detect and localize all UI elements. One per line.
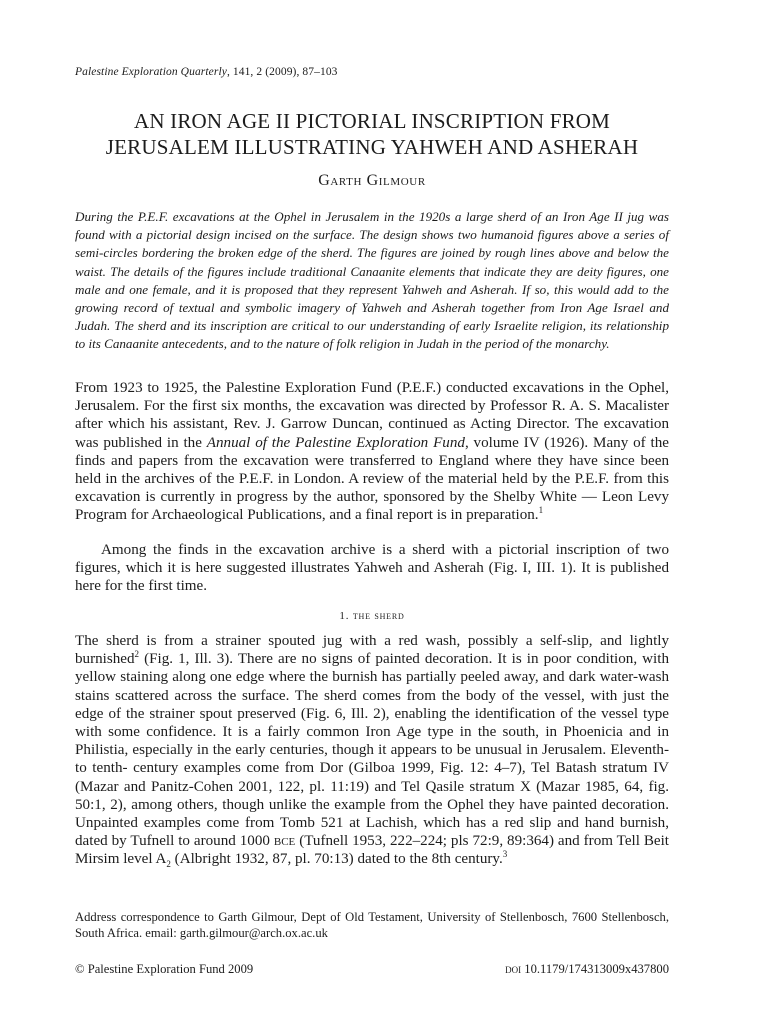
title-line-2: JERUSALEM ILLUSTRATING YAHWEH AND ASHERAH <box>105 135 639 159</box>
section-heading: 1. the sherd <box>339 610 405 622</box>
copyright-notice: © Palestine Exploration Fund 2009 <box>75 962 254 976</box>
footnote-ref-3[interactable]: 3 <box>502 849 508 860</box>
level-subscript: 2 <box>166 859 171 870</box>
footnote-ref-1[interactable]: 1 <box>538 505 544 516</box>
paragraph-1-text-a: From 1923 to 1925, the Palestine Exploration Fund (P.E.F.) conducted excavations in the Ophel, Jerusalem. For the first six months, the excavation was directed by Professor R. A. S. Macalister after which his assistant, Rev. J. Garrow Duncan, continued as Acting Director. The excavation was published in the <box>75 380 669 451</box>
footnote-ref-2[interactable]: 2 <box>134 649 140 660</box>
paragraph-2: Among the finds in the excavation archive is a sherd with a pictorial inscription of two figures, which it is here suggested illustrates Yahweh and Asherah (Fig. I, III. 1). It is published here for the first time. <box>75 542 669 595</box>
journal-issue: , 141, 2 (2009), 87–103 <box>226 66 338 78</box>
paragraph-3 <box>75 632 669 869</box>
correspondence-address: Address correspondence to Garth Gilmour, Dept of Old Testament, University of Stellenbosch, 7600 Stellenbosch, South Africa. email: garth.gilmour@arch.ox.ac.uk <box>75 910 669 941</box>
annual-title: Annual of the Palestine Exploration Fund <box>206 434 465 451</box>
doi-reference <box>505 962 669 977</box>
paragraph-3-text-d: (Albright 1932, 87, pl. 70:13) dated to the 8th century. <box>170 851 503 868</box>
bce-label: bce <box>273 833 296 850</box>
page <box>75 0 669 1024</box>
journal-name: Palestine Exploration Quarterly <box>75 66 227 78</box>
paragraph-3-text-c: (Tufnell 1953, 222–224; pls 72:9, 89:364) and from Tell Beit Mirsim level A <box>75 833 669 868</box>
doi-value[interactable]: 10.1179/174313009x437800 <box>521 962 669 976</box>
paragraph-1 <box>75 379 669 525</box>
author-name: Garth Gilmour <box>318 172 426 189</box>
page-footer <box>75 962 669 977</box>
article-title <box>75 108 669 160</box>
journal-citation <box>75 66 338 78</box>
paragraph-3-text-b: (Fig. 1, Ill. 3). There are no signs of painted decoration. It is in poor condition, with yellow staining along one edge where the burnish has partially peeled away, and dark water-wash stains scattered across the surface. The sherd comes from the body of the vessel, with just the edge of the strainer spout preserved (Fig. 6, Ill. 2), enabling the identification of the vessel type with some confidence. It is a fairly common Iron Age type in the south, in Phoenicia and in Philistia, especially in the early centuries, though it appears to be unusual in Jerusalem. Eleventh- to tenth- century examples come from Dor (Gilboa 1999, Fig. 12: 4–7), Tel Batash stratum IV (Mazar and Panitz-Cohen 2001, 122, pl. 11:19) and Tel Qasile stratum X (Mazar 1985, 64, fig. 50:1, 2), among others, though unlike the example from the Ophel they have painted decoration. Unpainted examples come from Tomb 521 at Lachish, which has a red slip and hand burnish, dated by Tufnell to around 1000 <box>75 651 669 850</box>
doi-prefix: doi <box>505 962 522 976</box>
title-line-1: AN IRON AGE II PICTORIAL INSCRIPTION FROM <box>133 109 611 133</box>
paragraph-3-text-a: The sherd is from a strainer spouted jug with a red wash, possibly a self-slip, and lightly burnished <box>75 633 669 668</box>
abstract: During the P.E.F. excavations at the Ophel in Jerusalem in the 1920s a large sherd of an Iron Age II jug was found with a pictorial design incised on the surface. The design shows two humanoid figures above a series of semi-circles bordering the broken edge of the sherd. The figures are joined by rough lines above and below the waist. The details of the figures include traditional Canaanite elements that indicate they are deity figures, one male and one female, and it is proposed that they represent Yahweh and Asherah. If so, this would add to the growing record of textual and symbolic imagery of Yahweh and Asherah together from Iron Age Israel and Judah. The sherd and its inscription are critical to our understanding of early Israelite religion, its relationship to its Canaanite antecedents, and to the nature of folk religion in Judah in the period of the monarchy. <box>75 209 669 352</box>
paragraph-1-text-b: , volume IV (1926). Many of the finds and papers from the excavation were transferred to England where they have since been held in the archives of the P.E.F. in London. A review of the material held by the P.E.F. from this excavation is currently in progress by the author, sponsored by the Shelby White — Leon Levy Program for Archaeological Publications, and a final report is in preparation. <box>75 434 669 524</box>
